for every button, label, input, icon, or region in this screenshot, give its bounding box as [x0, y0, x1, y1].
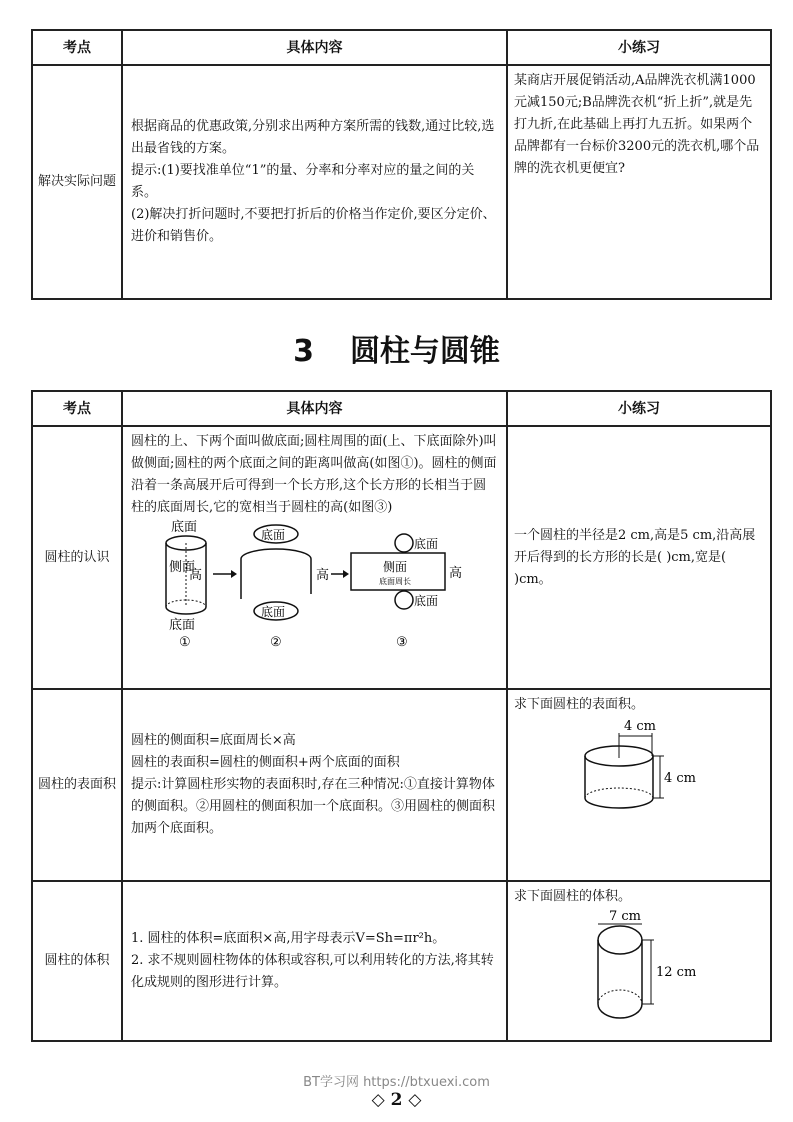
svg-text:底面: 底面 — [261, 528, 286, 542]
svg-text:高: 高 — [449, 566, 463, 581]
cylinder-unfold-diagram — [131, 519, 491, 649]
page-number: ◇ 2 ◇ — [371, 1090, 422, 1110]
svg-text:4 cm: 4 cm — [624, 719, 657, 734]
review-table-2 — [31, 390, 772, 1042]
header-content: 具体内容 — [122, 391, 507, 426]
svg-text:12 cm: 12 cm — [656, 965, 697, 980]
svg-text:①: ① — [179, 635, 191, 649]
content-cell — [122, 426, 507, 689]
content-cell — [122, 881, 507, 1041]
svg-text:底面: 底面 — [171, 520, 198, 535]
exercise-cell: 某商店开展促销活动,A品牌洗衣机满1000元减150元;B品牌洗衣机“折上折”,就是先打九折,在此基础上再打九五折。如果两个品牌都有一台标价3200元的洗衣机,哪个品牌的洗衣机更便宜? — [507, 65, 771, 299]
header-topic: 考点 — [32, 30, 122, 65]
review-table-1 — [31, 29, 772, 300]
svg-text:②: ② — [270, 635, 282, 649]
content-line: 提示:(1)要找准单位“1”的量、分率和分率对应的量之间的关系。 — [131, 163, 475, 200]
content-line: 圆柱的表面积=圆柱的侧面积+两个底面的面积 — [131, 755, 400, 770]
exercise-cell — [507, 689, 771, 881]
content-cell — [122, 689, 507, 881]
exercise-cell: 一个圆柱的半径是2 cm,高是5 cm,沿高展开后得到的长方形的长是( )cm,宽是( )cm。 — [507, 426, 771, 689]
header-content: 具体内容 — [122, 30, 507, 65]
svg-text:底面: 底面 — [414, 594, 439, 608]
content-line: (2)解决打折问题时,不要把打折后的价格当作定价,要区分定价、进价和销售价。 — [131, 207, 496, 244]
content-cell — [122, 65, 507, 299]
svg-text:底面: 底面 — [169, 618, 196, 633]
topic-cell: 圆柱的表面积 — [32, 689, 122, 881]
svg-text:底面: 底面 — [414, 537, 439, 551]
cylinder-volume-diagram — [514, 908, 764, 1028]
svg-text:高: 高 — [316, 568, 330, 583]
svg-text:7 cm: 7 cm — [609, 909, 642, 924]
svg-text:底面周长: 底面周长 — [379, 577, 411, 586]
svg-text:底面: 底面 — [261, 605, 286, 619]
content-line: 提示:计算圆柱形实物的表面积时,存在三种情况:①直接计算物体的侧面积。②用圆柱的侧面积加一个底面积。③用圆柱的侧面积加两个底面积。 — [131, 777, 496, 836]
header-exercise: 小练习 — [507, 30, 771, 65]
svg-text:侧面: 侧面 — [383, 560, 408, 574]
header-topic: 考点 — [32, 391, 122, 426]
svg-text:高: 高 — [189, 568, 203, 583]
section-title: 3 圆柱与圆锥 — [293, 334, 500, 369]
watermark: BT学习网 https://btxuexi.com — [303, 1075, 490, 1090]
exercise-text: 求下面圆柱的表面积。 — [514, 697, 645, 712]
topic-cell: 圆柱的认识 — [32, 426, 122, 689]
svg-text:4 cm: 4 cm — [664, 771, 697, 786]
exercise-cell — [507, 881, 771, 1041]
topic-cell: 圆柱的体积 — [32, 881, 122, 1041]
topic-cell: 解决实际问题 — [32, 65, 122, 299]
content-line: 1. 圆柱的体积=底面积×高,用字母表示V=Sh=πr²h。 — [131, 931, 446, 946]
content-line: 根据商品的优惠政策,分别求出两种方案所需的钱数,通过比较,选出最省钱的方案。 — [131, 119, 495, 156]
header-exercise: 小练习 — [507, 391, 771, 426]
svg-text:③: ③ — [396, 635, 408, 649]
content-line: 圆柱的侧面积=底面周长×高 — [131, 733, 296, 748]
cylinder-surface-diagram — [514, 716, 764, 826]
content-line: 圆柱的上、下两个面叫做底面;圆柱周围的面(上、下底面除外)叫做侧面;圆柱的两个底面之间的距离叫做高(如图①)。圆柱的侧面沿着一条高展开后可得到一个长方形,这个长方形的长相当于圆柱的底面周长,它的宽相当于圆柱的高(如图③) — [131, 434, 497, 515]
svg-text:侧面: 侧面 — [169, 560, 196, 575]
exercise-text: 求下面圆柱的体积。 — [514, 889, 632, 904]
content-line: 2. 求不规则圆柱物体的体积或容积,可以利用转化的方法,将其转化成规则的图形进行计算。 — [131, 953, 494, 990]
